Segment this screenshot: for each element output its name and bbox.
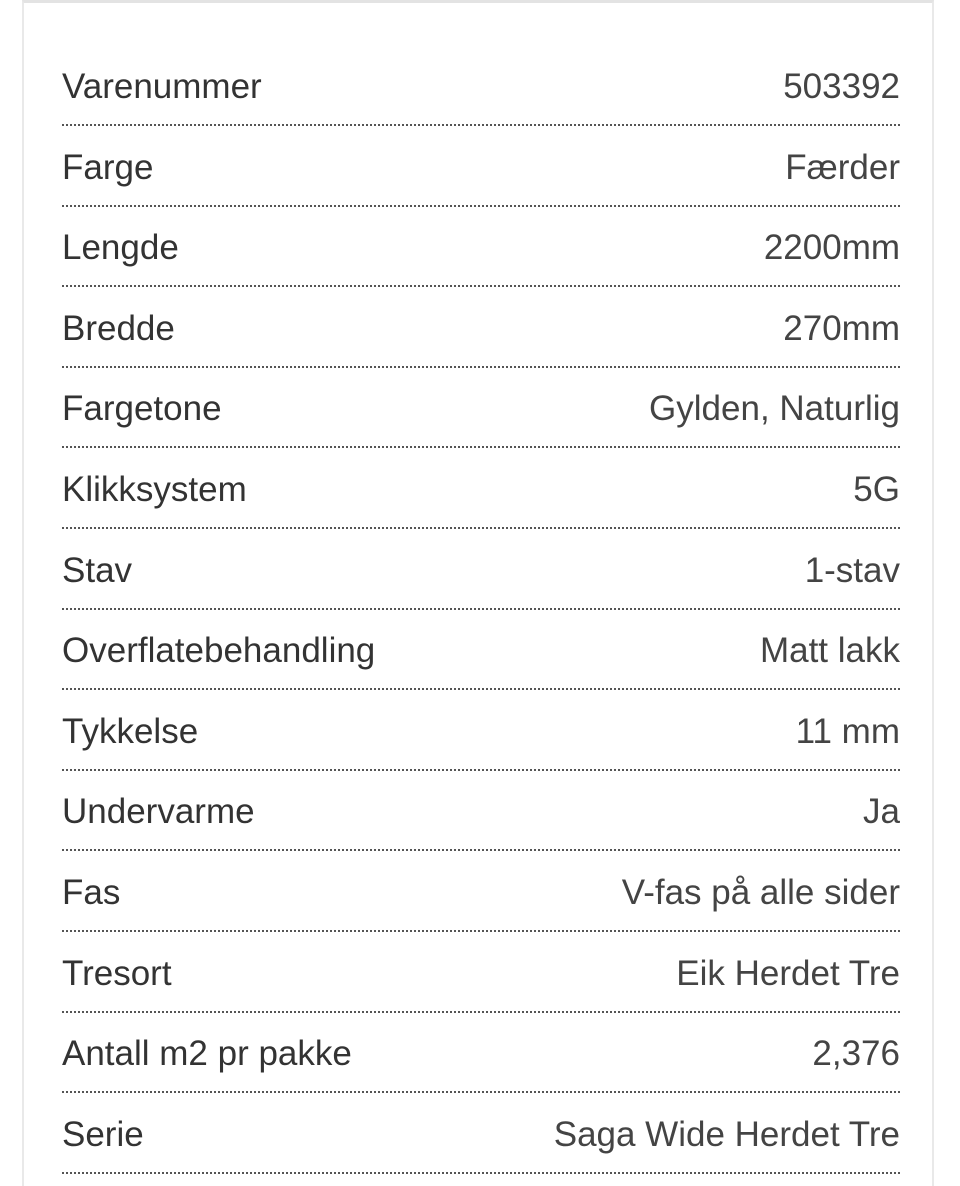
spec-value: Eik Herdet Tre [676,953,900,993]
spec-value: Færder [785,147,900,187]
spec-row-fas [62,854,900,932]
spec-value: 5G [853,469,900,509]
spec-row-tykkelse [62,693,900,771]
spec-value: 2200mm [763,228,900,268]
spec-value: V-fas på alle sider [621,872,900,912]
spec-value: Gylden, Naturlig [649,389,900,429]
spec-value: Saga Wide Herdet Tre [553,1114,900,1154]
spec-label: Fargetone [62,389,222,429]
spec-label: Overflatebehandling [62,631,376,671]
spec-row-farge [62,129,900,207]
spec-row-varenummer [62,48,900,126]
spec-label: Antall m2 pr pakke [62,1034,352,1074]
spec-value: 2,376 [812,1034,900,1074]
spec-value: Matt lakk [759,631,900,671]
spec-value: 11 mm [795,711,900,751]
spec-label: Bredde [62,308,175,348]
spec-label: Undervarme [62,792,255,832]
spec-value: 1-stav [804,550,900,590]
spec-label: Tresort [62,953,172,993]
spec-label: Serie [62,1114,144,1154]
spec-row-stav [62,532,900,610]
spec-row-lengde [62,209,900,287]
spec-value: Ja [863,792,900,832]
spec-label: Farge [62,147,154,187]
spec-label: Fas [62,872,121,912]
spec-label: Klikksystem [62,469,247,509]
spec-row-klikksystem [62,451,900,529]
spec-label: Lengde [62,228,179,268]
product-spec-card [22,0,934,1186]
spec-label: Stav [62,550,133,590]
spec-label: Tykkelse [62,711,199,751]
spec-row-antall-m2-pr-pakke [62,1015,900,1093]
spec-row-bredde [62,290,900,368]
spec-list [62,48,900,1176]
spec-row-tresort [62,935,900,1013]
spec-row-fargetone [62,370,900,448]
spec-label: Varenummer [62,67,262,106]
spec-value: 503392 [783,67,900,106]
spec-row-undervarme [62,773,900,851]
spec-value: 270mm [783,308,900,348]
spec-row-overflatebehandling [62,612,900,690]
spec-row-serie [62,1096,900,1174]
